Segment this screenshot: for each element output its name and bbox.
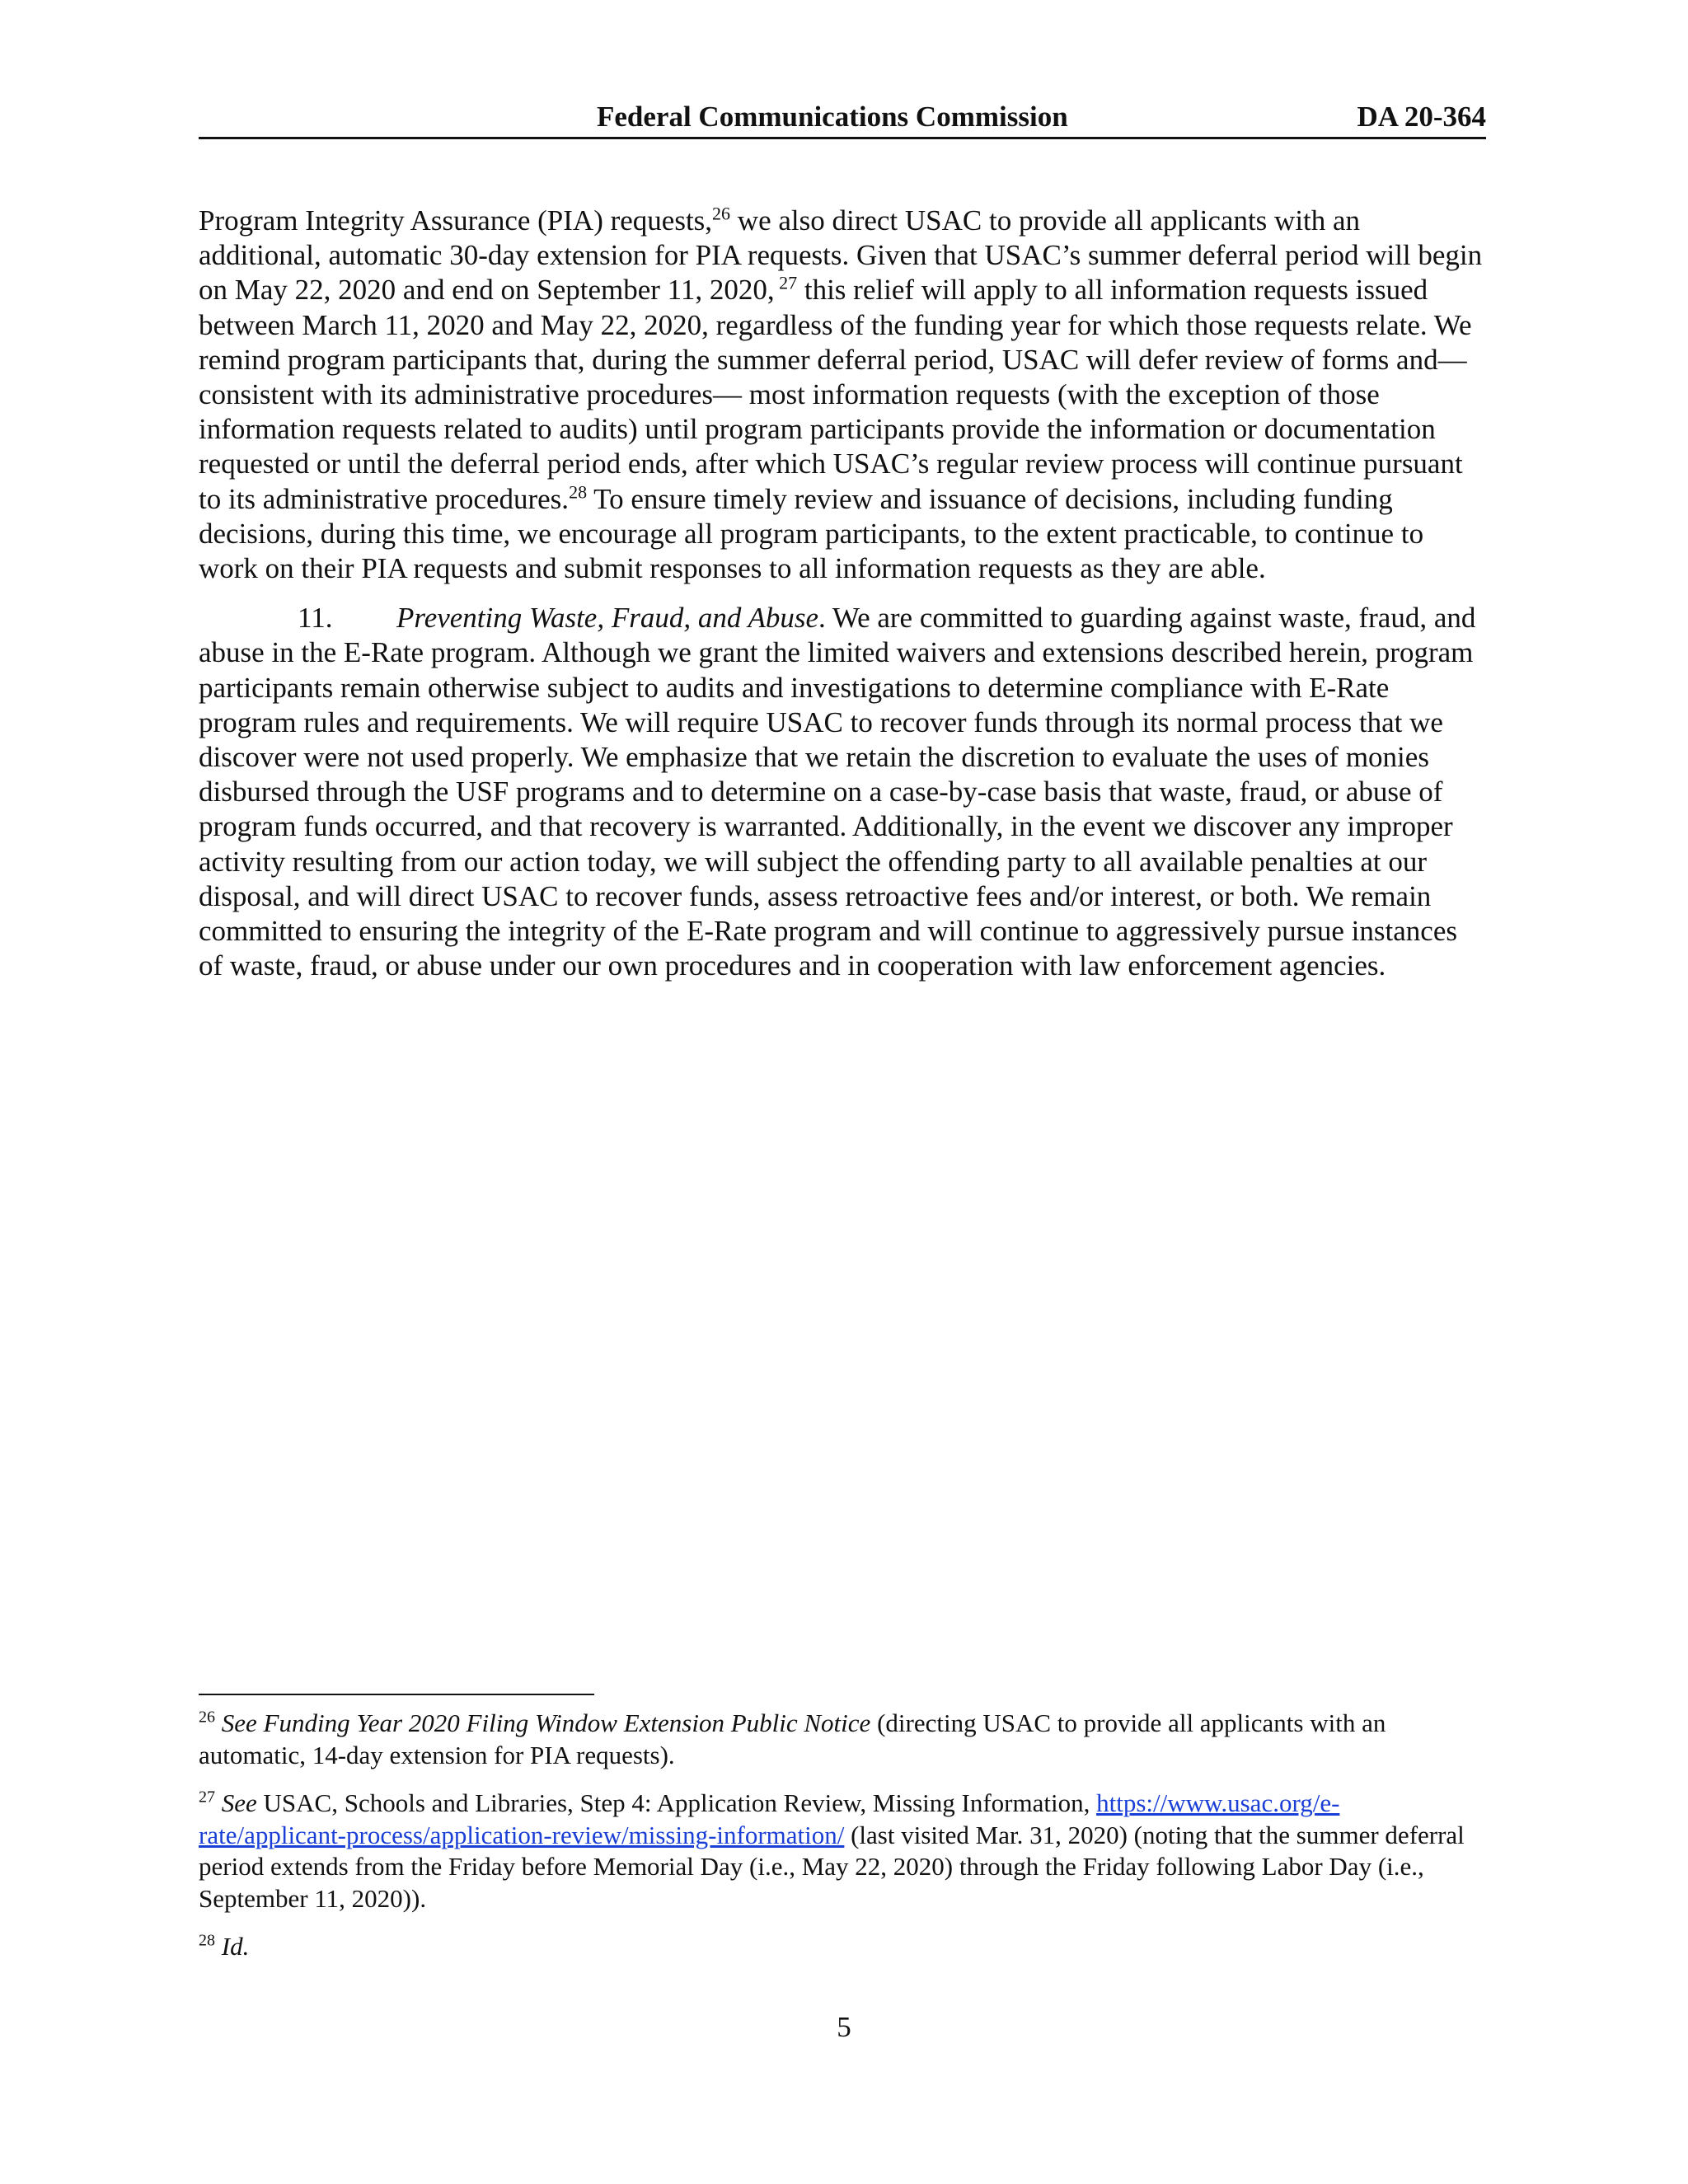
paragraph-number: 11. (298, 602, 333, 635)
paragraph-heading: Preventing Waste, Fraud, and Abuse (396, 602, 818, 635)
footnote-number: 26 (199, 1708, 215, 1727)
footnote-number: 28 (199, 1931, 215, 1950)
page-header (199, 97, 1486, 139)
footnote-26: $^{26}$ See Funding Year 2020 Filing Window Extension Public Notice (directing USAC to provide all applicants with an automatic, 14-day extension for PIA requests). (199, 1708, 1386, 1769)
usac-missing-information-link[interactable]: https://www.usac.org/e-rate/applicant-process/application-review/missing-information/ (199, 1788, 1340, 1849)
main-body (199, 204, 1486, 998)
footnote-27: $^{27}$ See USAC, Schools and Libraries, Step 4: Application Review, Missing Information, https://www.usac.org/e-rate/applicant-process/application-review/missing-information/ (last visited Mar. 31, 2020) (noting that the summer deferral period extends from the Friday before Memorial Day (i.e., May 22, 2020) through the Friday following Labor Day (i.e., September 11, 2020)). (199, 1788, 1465, 1913)
paragraph-11: 11. Preventing Waste, Fraud, and Abuse. We are committed to guarding against waste, fraud, and abuse in the E-Rate program. Although we grant the limited waivers and extensions described herein, program participants remain otherwise subject to audits and investigations to determine compliance with E-Rate program rules and requirements. We will require USAC to recover funds through its normal process that we discover were not used properly. We emphasize that we retain the discretion to evaluate the uses of monies disbursed through the USF programs and to determine on a case-by-case basis that waste, fraud, or abuse of program funds occurred, and that recovery is warranted. Additionally, in the event we discover any improper activity resulting from our action today, we will subject the offending party to all available penalties at our disposal, and will direct USAC to recover funds, assess retroactive fees and/or interest, or both. We remain committed to ensuring the integrity of the E-Rate program and will continue to aggressively pursue instances of waste, fraud, or abuse under our own procedures and in cooperation with law enforcement agencies. (199, 602, 1476, 982)
page-number: 5 (837, 2011, 851, 2043)
footnote-number: 27 (199, 1788, 215, 1807)
footnotes (199, 1708, 1486, 1980)
agency-name: Federal Communications Commission (597, 101, 1068, 133)
footnote-ref-28[interactable]: 28 (569, 480, 588, 502)
footnote-ref-26[interactable]: 26 (712, 203, 731, 224)
document-number: DA 20-364 (1357, 101, 1486, 133)
footnote-separator (199, 1694, 594, 1695)
footnote-ref-27[interactable]: 27 (774, 272, 798, 293)
footnote-28: $^{28}$ Id. (199, 1931, 250, 1961)
paragraph-continued: Program Integrity Assurance (PIA) requests,$^{26}$ we also direct USAC to provide all applicants with an additional, automatic 30-day extension for PIA requests. Given that USAC’s summer deferral period will begin on May 22, 2020 and end on September 11, 2020, $^{27}$ this relief will apply to all information requests issued between March 11, 2020 and May 22, 2020, regardless of the funding year for which those requests relate. We remind program participants that, during the summer deferral period, USAC will defer review of forms and—consistent with its administrative procedures— most information requests (with the exception of those information requests related to audits) until program participants provide the information or documentation requested or until the deferral period ends, after which USAC’s regular review process will continue pursuant to its administrative procedures.$^{28}$ To ensure timely review and issuance of decisions, including funding decisions, during this time, we encourage all program participants, to the extent practicable, to continue to work on their PIA requests and submit responses to all information requests as they are able. (199, 203, 1483, 585)
